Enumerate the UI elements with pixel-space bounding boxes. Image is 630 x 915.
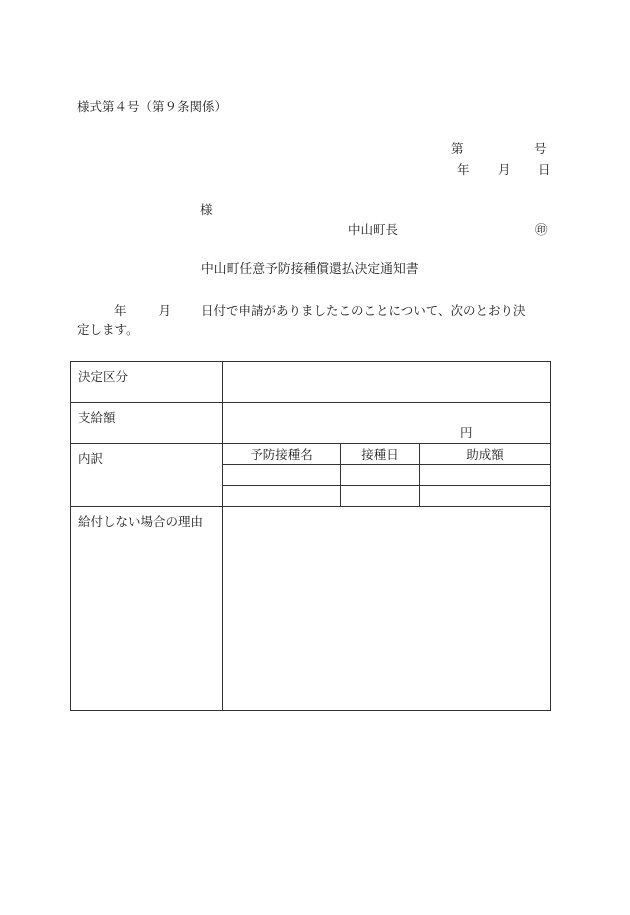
seal-mark: ㊞ <box>535 222 548 237</box>
body-text-line-2: 定します。 <box>77 322 139 337</box>
yen-unit: 円 <box>460 424 473 440</box>
no-payment-reason-label: 給付しない場合の理由 <box>71 507 223 711</box>
subsidy-amount-header: 助成額 <box>420 444 551 465</box>
issue-date-month: 月 <box>498 162 511 177</box>
breakdown-row-1-date <box>341 465 420 486</box>
body-text-line-1 <box>77 305 555 318</box>
vaccination-date-header: 接種日 <box>341 444 420 465</box>
breakdown-row-2-date <box>341 486 420 507</box>
body-month: 月 <box>158 303 172 318</box>
breakdown-label: 内訳 <box>71 444 223 507</box>
issue-date-day: 日 <box>538 162 551 177</box>
body-year: 年 <box>114 303 127 318</box>
breakdown-row-2-vaccine <box>223 486 341 507</box>
no-payment-reason-value <box>223 507 551 711</box>
vaccine-name-header: 予防接種名 <box>223 444 341 465</box>
document-number-prefix: 第 <box>451 141 464 156</box>
breakdown-row-1-vaccine <box>223 465 341 486</box>
form-number: 様式第４号（第９条関係） <box>77 99 228 114</box>
addressee-honorific: 様 <box>200 202 213 217</box>
issuer-name: 中山町長 <box>348 222 399 237</box>
document-number-suffix: 号 <box>534 141 547 156</box>
document-title: 中山町任意予防接種償還払決定通知書 <box>201 262 419 277</box>
payment-amount-label: 支給額 <box>71 403 223 444</box>
decision-category-value <box>223 362 551 403</box>
issue-date-year: 年 <box>457 162 470 177</box>
breakdown-row-2-amount <box>420 486 551 507</box>
decision-category-label: 決定区分 <box>71 362 223 403</box>
decision-table <box>70 361 551 711</box>
body-rest: 日付で申請がありましたこのことについて、次のとおり決 <box>201 303 526 318</box>
breakdown-row-1-amount <box>420 465 551 486</box>
payment-amount-value <box>223 403 551 444</box>
